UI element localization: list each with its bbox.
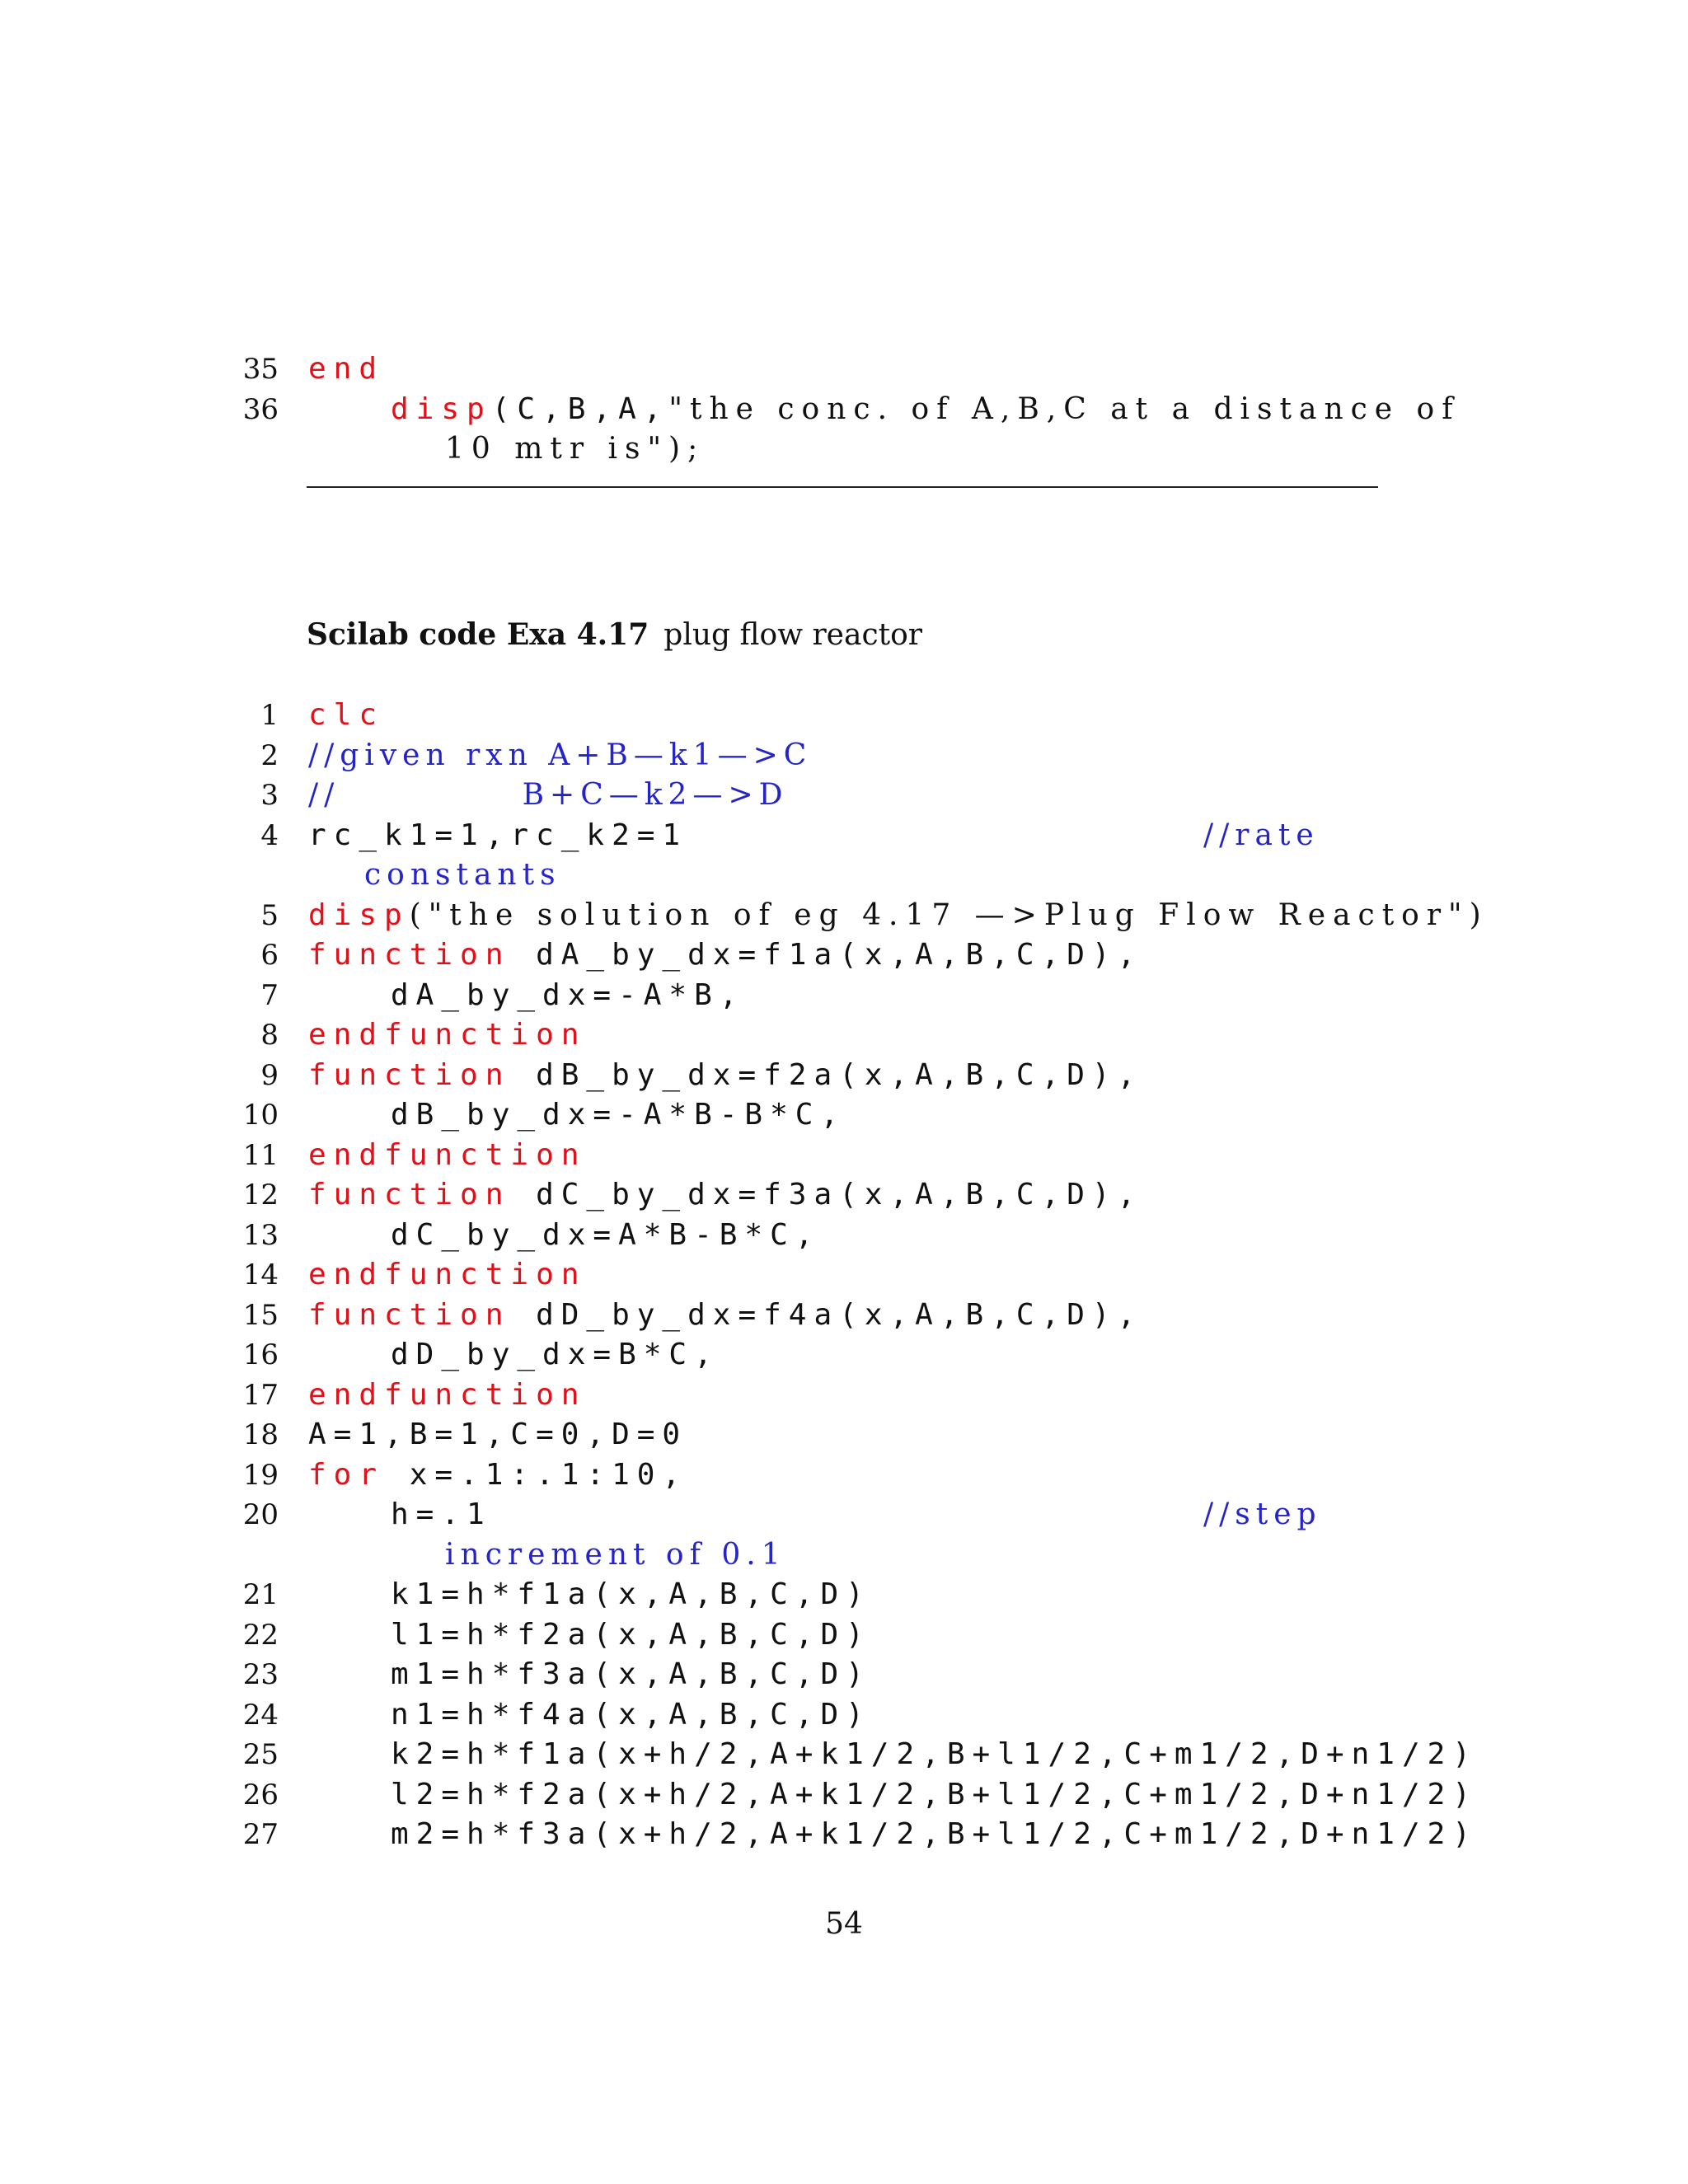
code-text	[391, 1095, 846, 1135]
code-text	[391, 1615, 871, 1655]
inline-comment: //rate	[1203, 818, 1320, 852]
code-rest: dC_by_dx=f3a(x,A,B,C,D),	[510, 1178, 1143, 1212]
comment-continuation: constants	[364, 858, 561, 892]
example-label: Scilab code Exa 4.17	[307, 617, 649, 652]
code-line	[223, 1615, 1409, 1656]
line-number: 6	[260, 939, 279, 972]
line-number: 15	[242, 1298, 279, 1332]
line-number: 2	[260, 738, 279, 772]
code-line	[223, 1095, 1409, 1136]
line-number: 13	[242, 1218, 279, 1252]
code-line-continuation	[223, 429, 1409, 470]
page-number: 54	[825, 1907, 863, 1941]
line-number: 14	[242, 1258, 279, 1291]
comment-continuation: increment of 0.1	[445, 1537, 786, 1572]
code-statement: m2=h*f3a(x+h/2,A+k1/2,B+l1/2,C+m1/2,D+n1/2)	[391, 1817, 1478, 1851]
code-text	[391, 1735, 1478, 1774]
code-line	[223, 935, 1409, 976]
code-statement: dA_by_dx=-A*B,	[391, 977, 745, 1012]
line-number: 23	[242, 1658, 279, 1691]
code-text	[308, 1015, 586, 1055]
code-text	[391, 1216, 820, 1255]
code-text	[308, 1455, 687, 1495]
code-statement: n1=h*f4a(x,A,B,C,D)	[391, 1697, 871, 1732]
code-rest: ("the solution of eg 4.17 —>Plug Flow Reactor")	[409, 898, 1489, 932]
code-line	[223, 1735, 1478, 1775]
code-listing	[223, 696, 1489, 1855]
code-text	[391, 1695, 871, 1735]
section-divider	[307, 486, 1378, 488]
code-line	[223, 1815, 1478, 1855]
code-text	[308, 1415, 687, 1455]
code-text	[308, 1376, 586, 1415]
keyword: function	[308, 1297, 511, 1332]
line-number: 17	[242, 1378, 279, 1412]
line-number: 19	[242, 1458, 279, 1492]
line-number: 21	[242, 1578, 279, 1611]
code-text	[308, 776, 789, 815]
code-statement: k1=h*f1a(x,A,B,C,D)	[391, 1577, 871, 1611]
keyword: endfunction	[308, 1018, 587, 1052]
code-text	[391, 1655, 871, 1694]
code-text	[308, 816, 687, 855]
code-text	[391, 1815, 1478, 1854]
line-number: 24	[242, 1698, 279, 1732]
code-line	[223, 349, 1409, 390]
code-text	[391, 976, 744, 1015]
code-line	[223, 1056, 1409, 1096]
keyword: disp	[308, 898, 410, 932]
previous-code-block	[223, 349, 1461, 470]
keyword: function	[308, 938, 511, 972]
keyword: clc	[308, 698, 385, 732]
line-number: 7	[260, 978, 279, 1012]
code-line	[223, 1695, 1409, 1736]
code-line	[223, 1655, 1409, 1695]
code-text	[308, 696, 384, 735]
code-statement: l2=h*f2a(x+h/2,A+k1/2,B+l1/2,C+m1/2,D+n1/2)	[391, 1777, 1478, 1811]
keyword: function	[308, 1057, 511, 1092]
code-line	[223, 1335, 1409, 1376]
line-number: 26	[242, 1778, 279, 1811]
keyword: for	[308, 1457, 385, 1492]
code-text	[391, 1495, 492, 1535]
string-continuation: 10 mtr is");	[445, 432, 706, 466]
code-text	[308, 1175, 1142, 1215]
code-text	[308, 736, 812, 776]
line-number: 8	[260, 1019, 279, 1052]
code-statement: dD_by_dx=B*C,	[391, 1338, 720, 1371]
code-statement: A=1,B=1,C=0,D=0	[308, 1418, 688, 1451]
code-rest: x=.1:.1:10,	[384, 1457, 688, 1492]
line-number: 35	[242, 353, 279, 386]
code-comment: // B+C—k2—>D	[308, 778, 789, 812]
line-number: 3	[260, 779, 279, 812]
example-title: plug flow reactor	[663, 618, 922, 652]
code-text	[308, 349, 384, 389]
line-number: 36	[242, 392, 279, 426]
keyword: disp	[391, 391, 492, 426]
code-line	[223, 1255, 1409, 1296]
code-line	[223, 896, 1489, 936]
code-rest: dD_by_dx=f4a(x,A,B,C,D),	[510, 1297, 1143, 1332]
code-statement: h=.1	[391, 1497, 492, 1531]
code-line	[223, 976, 1409, 1016]
code-line	[223, 736, 1409, 776]
code-comment: //given rxn A+B—k1—>C	[308, 738, 813, 772]
code-line	[223, 1376, 1409, 1416]
code-statement: k2=h*f1a(x+h/2,A+k1/2,B+l1/2,C+m1/2,D+n1/2)	[391, 1737, 1478, 1771]
keyword: function	[308, 1178, 511, 1212]
line-number: 27	[242, 1818, 279, 1851]
code-line	[223, 1455, 1409, 1496]
code-line	[223, 1775, 1478, 1816]
code-line	[223, 776, 1409, 816]
code-statement: rc_k1=1,rc_k2=1	[308, 818, 688, 852]
line-number: 20	[242, 1498, 279, 1531]
code-line	[223, 1415, 1409, 1455]
code-line	[223, 390, 1461, 430]
code-args: (C,B,A,	[491, 391, 669, 426]
line-number: 12	[242, 1179, 279, 1212]
code-line	[223, 816, 1409, 856]
line-number: 5	[260, 898, 279, 932]
keyword: end	[308, 352, 385, 386]
code-line	[223, 1495, 1409, 1535]
line-number: 18	[242, 1418, 279, 1451]
line-number: 11	[242, 1138, 279, 1172]
keyword: endfunction	[308, 1377, 587, 1412]
code-statement: l1=h*f2a(x,A,B,C,D)	[391, 1617, 871, 1652]
keyword: endfunction	[308, 1137, 587, 1172]
code-statement: m1=h*f3a(x,A,B,C,D)	[391, 1657, 871, 1691]
code-line-continuation	[223, 1535, 1409, 1576]
code-text	[308, 1255, 586, 1295]
code-text	[308, 1056, 1142, 1095]
code-line	[223, 1136, 1409, 1176]
code-line	[223, 1575, 1409, 1615]
code-text	[391, 1335, 720, 1375]
code-text	[391, 390, 1461, 429]
code-line-continuation	[223, 855, 1409, 896]
code-text	[308, 1136, 586, 1175]
code-line	[223, 1216, 1409, 1256]
code-text	[391, 1575, 871, 1615]
code-text	[308, 1296, 1142, 1335]
string-literal: "the conc. of A,B,C at a distance of	[668, 391, 1461, 426]
code-line	[223, 1175, 1409, 1216]
code-line	[223, 696, 1409, 736]
code-rest: dA_by_dx=f1a(x,A,B,C,D),	[510, 938, 1143, 972]
line-number: 10	[242, 1099, 279, 1132]
inline-comment: //step	[1203, 1497, 1322, 1531]
keyword: endfunction	[308, 1258, 587, 1291]
code-statement: dC_by_dx=A*B-B*C,	[391, 1217, 821, 1252]
code-statement: dB_by_dx=-A*B-B*C,	[391, 1098, 846, 1132]
code-line	[223, 1296, 1409, 1336]
line-number: 16	[242, 1338, 279, 1371]
line-number: 9	[260, 1058, 279, 1092]
code-rest: dB_by_dx=f2a(x,A,B,C,D),	[510, 1057, 1143, 1092]
line-number: 1	[260, 699, 279, 732]
code-line	[223, 1015, 1409, 1056]
line-number: 25	[242, 1738, 279, 1771]
code-text	[308, 896, 1489, 935]
code-text	[308, 935, 1142, 975]
code-text	[391, 1775, 1478, 1815]
example-heading	[307, 612, 922, 658]
line-number: 4	[260, 818, 279, 852]
line-number: 22	[242, 1618, 279, 1652]
